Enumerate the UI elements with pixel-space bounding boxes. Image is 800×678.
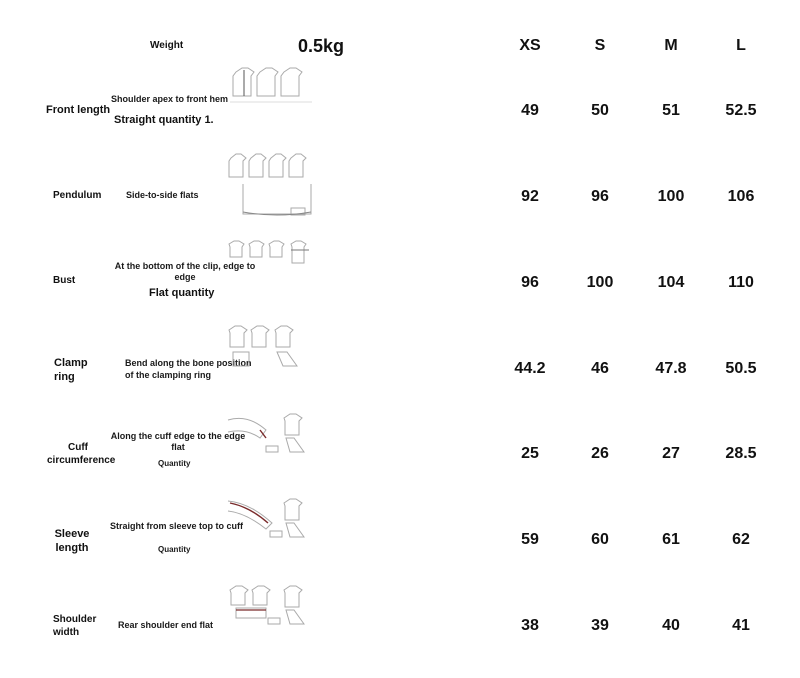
row-description: Straight from sleeve top to cuff [110, 521, 244, 531]
row-name: Clamp ring [54, 357, 88, 383]
row-name: Pendulum [53, 190, 102, 201]
size-header-xs: XS [519, 37, 541, 54]
value-l: 52.5 [725, 102, 757, 119]
row-description-secondary: Flat quantity [149, 287, 215, 299]
value-l: 41 [732, 617, 750, 634]
row-name: Front length [46, 104, 111, 116]
row-name: Cuff circumference [47, 442, 116, 466]
row-description: Side-to-side flats [126, 190, 199, 200]
value-l: 28.5 [725, 445, 757, 462]
value-xs: 49 [521, 102, 539, 119]
value-s: 50 [591, 102, 609, 119]
size-header-m: M [664, 37, 678, 54]
row-name: Shoulder width [53, 614, 97, 638]
value-m: 40 [662, 617, 680, 634]
value-m: 51 [662, 102, 680, 119]
value-xs: 38 [521, 617, 539, 634]
value-s: 39 [591, 617, 609, 634]
row-name: Bust [53, 275, 76, 286]
row-name: Sleeve length [54, 528, 90, 554]
value-m: 27 [662, 445, 680, 462]
garment-diagram-image [225, 150, 315, 222]
value-l: 106 [727, 188, 755, 205]
garment-diagram-image [226, 410, 316, 455]
value-s: 100 [586, 274, 614, 291]
size-header-s: S [594, 37, 606, 54]
size-header-l: L [736, 37, 746, 54]
weight-label: Weight [150, 40, 184, 51]
value-xs: 96 [521, 274, 539, 291]
garment-diagram-image [226, 582, 316, 627]
value-l: 50.5 [725, 360, 757, 377]
value-m: 61 [662, 531, 680, 548]
row-description: Along the cuff edge to the edge flat [110, 431, 246, 452]
garment-diagram-image [226, 495, 316, 540]
value-s: 26 [591, 445, 609, 462]
row-description: Shoulder apex to front hem [111, 94, 229, 104]
row-description: At the bottom of the clip, edge to edge [114, 261, 256, 282]
value-l: 110 [728, 274, 754, 291]
value-xs: 59 [521, 531, 539, 548]
row-description-secondary: Straight quantity 1. [114, 114, 214, 126]
value-l: 62 [732, 531, 750, 548]
value-s: 96 [591, 188, 609, 205]
value-xs: 92 [521, 188, 539, 205]
row-description: Rear shoulder end flat [118, 620, 214, 630]
value-m: 47.8 [655, 360, 687, 377]
value-m: 104 [657, 274, 685, 291]
value-m: 100 [657, 188, 685, 205]
garment-diagram-image [225, 238, 315, 270]
garment-diagram-image [225, 322, 310, 372]
row-description-secondary: Quantity [158, 459, 191, 468]
garment-diagram-image [230, 64, 312, 104]
value-s: 46 [591, 360, 609, 377]
weight-value: 0.5kg [298, 36, 345, 56]
row-description: Bend along the bone position of the clamping ring [125, 358, 252, 380]
value-s: 60 [591, 531, 609, 548]
row-description-secondary: Quantity [158, 545, 191, 554]
value-xs: 44.2 [514, 360, 546, 377]
value-xs: 25 [521, 445, 539, 462]
